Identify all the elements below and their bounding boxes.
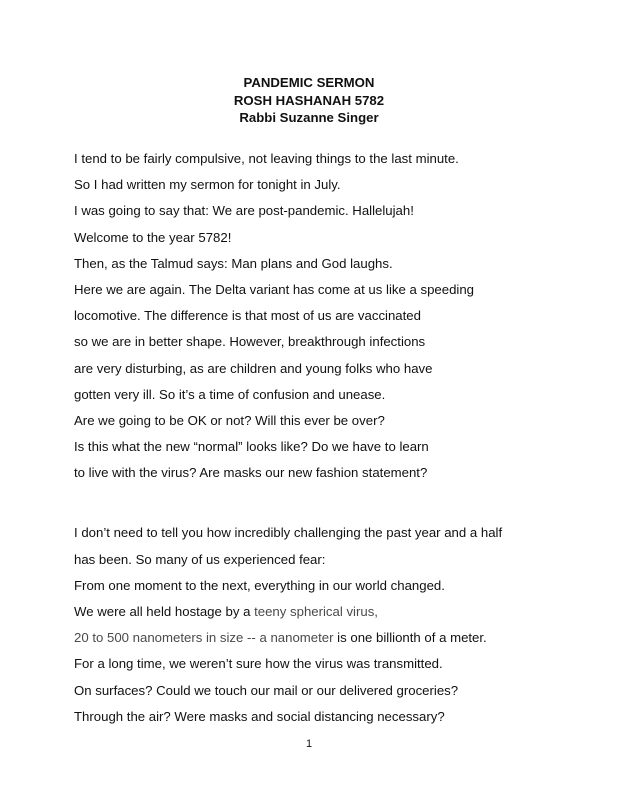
text-line: Are we going to be OK or not? Will this ever be over?: [74, 412, 385, 428]
sermon-title: PANDEMIC SERMON: [243, 75, 375, 90]
text-line: I don’t need to tell you how incredibly challenging the past year and a half: [74, 525, 503, 541]
text-line: On surfaces? Could we touch our mail or our delivered groceries?: [74, 682, 459, 698]
text-line: are very disturbing, as are children and young folks who have: [74, 360, 433, 376]
text-line: Here we are again. The Delta variant has come at us like a speeding: [74, 281, 475, 297]
text-segment-highlight: 20 to 500 nanometers in size -- a nanometer: [74, 630, 334, 646]
text-line: So I had written my sermon for tonight in July.: [74, 177, 341, 193]
text-line: From one moment to the next, everything in our world changed.: [74, 577, 445, 593]
text-line: I was going to say that: We are post-pandemic. Hallelujah!: [74, 203, 414, 219]
text-line: For a long time, we weren’t sure how the virus was transmitted.: [74, 656, 443, 672]
sermon-heading: [0, 74, 618, 127]
text-line: Is this what the new “normal” looks like? Do we have to learn: [74, 439, 429, 455]
author-name: Rabbi Suzanne Singer: [239, 110, 379, 125]
text-line: Then, as the Talmud says: Man plans and God laughs.: [74, 255, 393, 271]
text-line: Through the air? Were masks and social distancing necessary?: [74, 708, 445, 724]
text-line: Welcome to the year 5782!: [74, 229, 232, 245]
page-number: 1: [305, 738, 313, 750]
text-line: I tend to be fairly compulsive, not leaving things to the last minute.: [74, 151, 459, 166]
text-line: [74, 603, 594, 629]
text-segment: We were all held hostage by a: [74, 604, 255, 619]
text-line: so we are in better shape. However, breakthrough infections: [74, 334, 426, 350]
paragraph-gap: [74, 490, 594, 524]
holiday-title: ROSH HASHANAH 5782: [233, 92, 385, 108]
text-segment-highlight: teeny spherical virus,: [254, 604, 378, 619]
sermon-body: [74, 150, 594, 734]
text-segment: is one billionth of a meter.: [333, 630, 487, 646]
text-line: has been. So many of us experienced fear:: [74, 551, 326, 567]
text-line: locomotive. The difference is that most of us are vaccinated: [74, 308, 421, 324]
text-line: [74, 629, 594, 655]
text-line: to live with the virus? Are masks our new fashion statement?: [74, 465, 428, 481]
text-line: gotten very ill. So it’s a time of confusion and unease.: [74, 386, 386, 402]
